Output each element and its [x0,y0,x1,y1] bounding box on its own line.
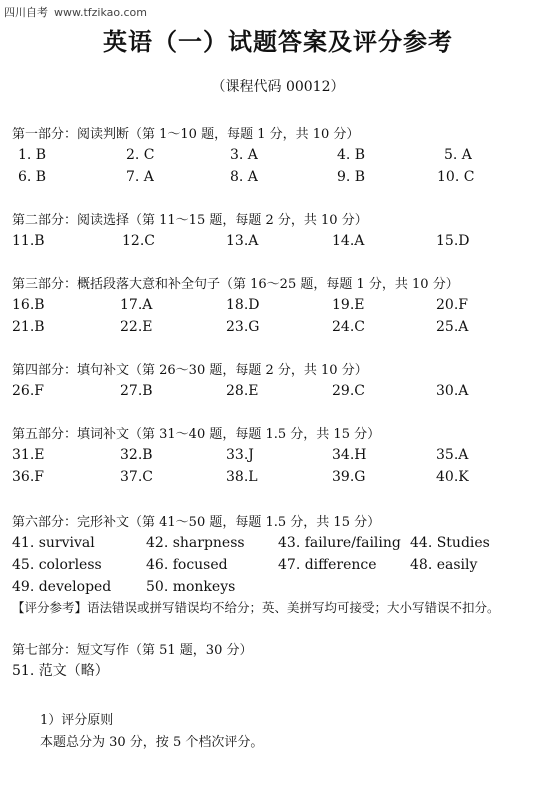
answer: 4. B [337,147,366,163]
part-7-header: 第七部分：短文写作（第 51 题，30 分） [12,643,253,658]
answer: 25.A [436,319,469,335]
answer: 47. difference [278,557,377,573]
answer-row [12,230,552,252]
answer: 2. C [126,147,155,163]
answer: 39.G [332,469,366,485]
answer: 16.B [12,297,45,313]
answer-row [12,466,552,488]
answer: 45. colorless [12,557,102,573]
answer: 15.D [436,233,470,249]
answer-row [12,660,552,682]
answer: 35.A [436,447,469,463]
answer: 8. A [230,169,258,185]
watermark [4,4,147,20]
answer: 20.F [436,297,468,313]
part-3-header: 第三部分：概括段落大意和补全句子（第 16～25 题，每题 1 分，共 10 分） [12,277,459,292]
answer: 41. survival [12,535,95,551]
answer-row [12,554,552,576]
answer: 22.E [120,319,153,335]
answer: 51. 范文（略） [12,663,109,679]
principle-text: 本题总分为 30 分，按 5 个档次评分。 [40,735,264,750]
answer: 33.J [226,447,254,463]
answer: 18.D [226,297,260,313]
part-6-header: 第六部分：完形补文（第 41～50 题，每题 1.5 分，共 15 分） [12,515,381,530]
answer-row [12,144,552,166]
answer: 11.B [12,233,45,249]
answer: 14.A [332,233,365,249]
part-4-header: 第四部分：填句补文（第 26～30 题，每题 2 分，共 10 分） [12,363,368,378]
answer: 10. C [437,169,475,185]
part-2 [12,212,552,252]
answer: 9. B [337,169,366,185]
answer: 13.A [226,233,259,249]
answer: 24.C [332,319,365,335]
answer: 12.C [122,233,155,249]
answer: 26.F [12,383,44,399]
part-6 [12,514,552,618]
part-5 [12,426,552,488]
answer: 30.A [436,383,469,399]
answer: 34.H [332,447,367,463]
part-1 [12,126,552,188]
answer: 36.F [12,469,44,485]
answer: 19.E [332,297,365,313]
answer: 48. easily [410,557,478,573]
answer: 29.C [332,383,365,399]
answer: 5. A [444,147,472,163]
answer: 37.C [120,469,153,485]
answer: 31.E [12,447,45,463]
answer: 21.B [12,319,45,335]
answer: 50. monkeys [146,579,236,595]
watermark-site: 四川自考 [4,6,48,19]
answer: 32.B [120,447,153,463]
part-2-header: 第二部分：阅读选择（第 11～15 题，每题 2 分，共 10 分） [12,213,368,228]
answer-row [12,166,552,188]
answer: 46. focused [146,557,228,573]
answer: 6. B [18,169,47,185]
answer: 7. A [126,169,154,185]
principle-label: 1）评分原则 [40,713,114,728]
watermark-url: www.tfzikao.com [54,6,147,19]
answer: 3. A [230,147,258,163]
answer-row [12,576,552,598]
part-1-header: 第一部分：阅读判断（第 1～10 题，每题 1 分，共 10 分） [12,127,360,142]
scoring-principle [40,710,263,754]
answer-row [12,532,552,554]
answer: 43. failure/failing [278,535,401,551]
part-5-header: 第五部分：填词补文（第 31～40 题，每题 1.5 分，共 15 分） [12,427,381,442]
answer-row [12,380,552,402]
answer: 42. sharpness [146,535,245,551]
course-code: （课程代码 00012） [211,79,345,95]
part-7 [12,642,552,682]
answer: 28.E [226,383,259,399]
answer: 1. B [18,147,47,163]
scoring-note: 【评分参考】语法错误或拼写错误均不给分；英、美拼写均可接受；大小写错误不扣分。 [12,600,500,615]
answer: 27.B [120,383,153,399]
answer: 17.A [120,297,153,313]
answer: 49. developed [12,579,112,595]
answer-row [12,316,552,338]
answer: 40.K [436,469,469,485]
page-title: 英语（一）试题答案及评分参考 [103,27,453,56]
answer-row [12,294,552,316]
part-4 [12,362,552,402]
answer-row [12,444,552,466]
answer: 44. Studies [410,535,490,551]
part-3 [12,276,552,338]
answer: 23.G [226,319,260,335]
answer: 38.L [226,469,258,485]
